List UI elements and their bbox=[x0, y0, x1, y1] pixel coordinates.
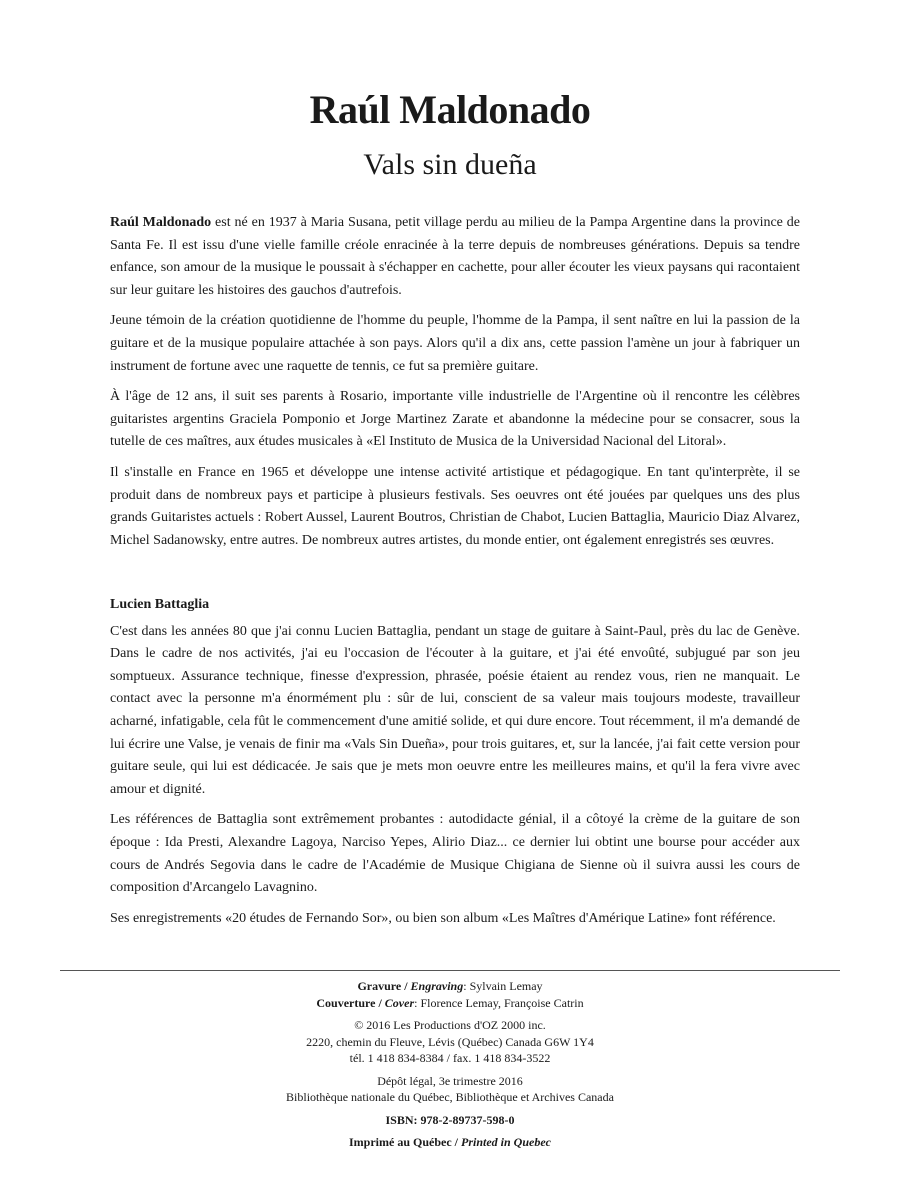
bio-paragraph-4: Il s'installe en France en 1965 et développe une intense activité artistique et pédagogique. En tant qu'interprète, il se produit dans de nombreux pays et participe à plusieurs festivals. Ses oeuvres ont été jouées par quelques uns des plus grands Guitaristes actuels : Robert Aussel, Laurent Boutros, Christian de Chabot, Lucien Battaglia, Mauricio Diaz Alvarez, Michel Sadanowsky, entre autres. De nombreux autres artistes, du monde entier, ont également enregistrés ses œuvres. bbox=[110, 464, 800, 548]
legal-deposit: Dépôt légal, 3e trimestre 2016 bbox=[377, 1073, 523, 1088]
bio-paragraph-1-text: est né en 1937 à Maria Susana, petit village perdu au milieu de la Pampa Argentine dans la province de Santa Fe. Il est issu d'une vielle famille créole enracinée à la terre depuis de nombreuses générations. Depuis sa tendre enfance, son amour de la musique le poussait à s'échapper en cachette, pour aller écouter les vieux paysans qui racontaient sur leur guitare les histoires des gauchos d'autrefois. bbox=[110, 215, 801, 298]
engraving-credit bbox=[0, 978, 900, 995]
dedication-paragraph-3: Ses enregistrements «20 études de Fernando Sor», ou bien son album «Les Maîtres d'Amérique Latine» font référence. bbox=[110, 910, 776, 926]
cover-value: : Florence Lemay, Françoise Catrin bbox=[414, 995, 584, 1010]
cover-label-fr: Couverture / bbox=[316, 995, 385, 1010]
bio-name-bold: Raúl Maldonado bbox=[110, 215, 212, 230]
dedication-paragraph-2: Les références de Battaglia sont extrêmement probantes : autodidacte génial, il a côtoyé la crème de la guitare de son époque : Ida Presti, Alexandre Lagoya, Narciso Yepes, Alirio Diaz... ce dernier lui obtint une bourse pour accéder aux cours de Andrés Segovia dans le cadre de l'Académie de Musique Chigiana de Sienne où il suivra aussi les cours de composition d'Arcangelo Lavagnino. bbox=[110, 812, 800, 896]
publication-credits bbox=[0, 978, 900, 1151]
engraving-value: : Sylvain Lemay bbox=[463, 979, 543, 993]
printed-in bbox=[0, 1134, 900, 1151]
engraving-label-en: Engraving bbox=[410, 979, 464, 993]
dedication-section bbox=[110, 594, 800, 938]
bio-paragraph-2: Jeune témoin de la création quotidienne de l'homme du peuple, l'homme de la Pampa, il sent naître en lui la passion de la guitare et de la musique populaire attachée à son pays. Alors qu'il a dix ans, cette passion l'amène un jour à fabriquer un instrument de fortune avec une raquette de tennis, ce fut sa première guitare. bbox=[110, 313, 800, 374]
engraving-label-fr: Gravure / bbox=[357, 979, 411, 993]
composer-name: Raúl Maldonado bbox=[309, 87, 591, 132]
dedication-paragraph-1: C'est dans les années 80 que j'ai connu Lucien Battaglia, pendant un stage de guitare à Saint-Paul, près du lac de Genève. Dans le cadre de nos activités, j'ai eu l'occasion de l'écouter à la guitare, et j'ai été envoûté, subjugué par son jeu somptueux. Assurance technique, finesse d'expression, phrasée, poésie étaient au rendez vous, rien ne manquait. Le contact avec la personne m'a énormément plu : sûr de lui, conscient de sa valeur mais toujours modeste, travailleur acharné, infatigable, cela fût le commencement d'une amitié solide, et qui dure encore. Tout récemment, il m'a demandé de lui écrire une Valse, je venais de finir ma «Vals Sin Dueña», pour trois guitares, et, sur la lancée, j'ai fait cette version pour guitare seule, qui lui est dédicacée. Je sais que je mets mon oeuvre entre les meilleures mains, et qu'il la fera vivre avec amour et dignité. bbox=[110, 623, 800, 797]
composer-biography bbox=[110, 212, 800, 560]
printed-label-en: Printed in Quebec bbox=[461, 1135, 551, 1149]
bio-paragraph-1 bbox=[110, 212, 800, 302]
dedication-heading: Lucien Battaglia bbox=[110, 597, 210, 612]
publisher-phone: tél. 1 418 834-8384 / fax. 1 418 834-3522 bbox=[349, 1051, 551, 1065]
publisher-address: 2220, chemin du Fleuve, Lévis (Québec) Canada G6W 1Y4 bbox=[306, 1034, 594, 1049]
printed-label-fr: Imprimé au Québec / bbox=[349, 1135, 461, 1149]
copyright-line: © 2016 Les Productions d'OZ 2000 inc. bbox=[354, 1018, 546, 1032]
cover-label-en: Cover bbox=[384, 995, 415, 1010]
cover-credit bbox=[0, 995, 900, 1012]
library-archives: Bibliothèque nationale du Québec, Bibliothèque et Archives Canada bbox=[286, 1090, 614, 1104]
isbn: ISBN: 978-2-89737-598-0 bbox=[385, 1112, 515, 1127]
bio-paragraph-3: À l'âge de 12 ans, il suit ses parents à Rosario, importante ville industrielle de l'Argentine où il rencontre les célèbres guitaristes argentins Graciela Pomponio et Jorge Martinez Zarate et abandonne la médecine pour se consacrer, sous la tutelle de ces maîtres, aux études musicales à «El Instituto de Musica de la Universidad Nacional del Litoral». bbox=[110, 389, 800, 450]
footer-divider bbox=[60, 970, 840, 971]
piece-title: Vals sin dueña bbox=[363, 148, 537, 181]
